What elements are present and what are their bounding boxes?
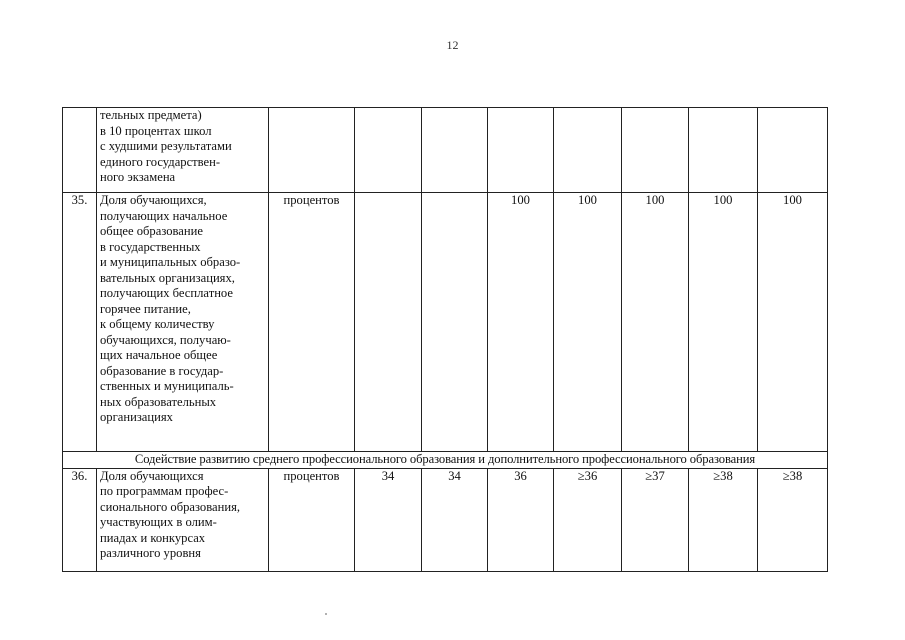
value-cell — [689, 108, 758, 193]
value-cell: 36 — [488, 468, 554, 571]
value-cell: 100 — [622, 193, 689, 452]
indicator-name: тельных предмета) в 10 процентах школ с худшими результатами единого государствен- ного экзамена — [97, 108, 269, 193]
value-cell — [422, 108, 488, 193]
table-row — [63, 452, 828, 469]
value-cell — [554, 108, 622, 193]
value-cell — [422, 193, 488, 452]
value-cell: 100 — [554, 193, 622, 452]
value-cell — [622, 108, 689, 193]
value-cell: 100 — [488, 193, 554, 452]
value-cell: 100 — [758, 193, 828, 452]
row-number: 36. — [63, 468, 97, 571]
unit-cell: процентов — [269, 468, 355, 571]
value-cell: 34 — [422, 468, 488, 571]
row-number — [63, 108, 97, 193]
value-cell: ≥38 — [689, 468, 758, 571]
value-cell — [758, 108, 828, 193]
indicator-name: Доля обучающихся, получающих начальное общее образование в государственных и муниципальных образо- вательных организациях, получающих бесплатное горячее питание, к общему количеству обучающихся, получаю- щих начальное общее образование в государ- ственных и муниципаль- ных образовательных организациях — [97, 193, 269, 452]
value-cell: 34 — [355, 468, 422, 571]
table-row — [63, 108, 828, 193]
indicator-name: Доля обучающихся по программам профес- сионального образования, участвующих в олим- пиадах и конкурсах различного уровня — [97, 468, 269, 571]
unit-cell — [269, 108, 355, 193]
page-number: 12 — [446, 38, 459, 52]
value-cell: ≥38 — [758, 468, 828, 571]
value-cell: ≥36 — [554, 468, 622, 571]
value-cell — [355, 193, 422, 452]
value-cell: ≥37 — [622, 468, 689, 571]
value-cell: 100 — [689, 193, 758, 452]
table-row — [63, 468, 828, 571]
value-cell — [488, 108, 554, 193]
table-row — [63, 193, 828, 452]
unit-cell: процентов — [269, 193, 355, 452]
row-number: 35. — [63, 193, 97, 452]
section-heading: Содействие развитию среднего профессионального образования и дополнительного профессионального образования — [63, 452, 828, 469]
indicators-table — [62, 107, 828, 572]
scan-speck — [325, 613, 327, 615]
value-cell — [355, 108, 422, 193]
